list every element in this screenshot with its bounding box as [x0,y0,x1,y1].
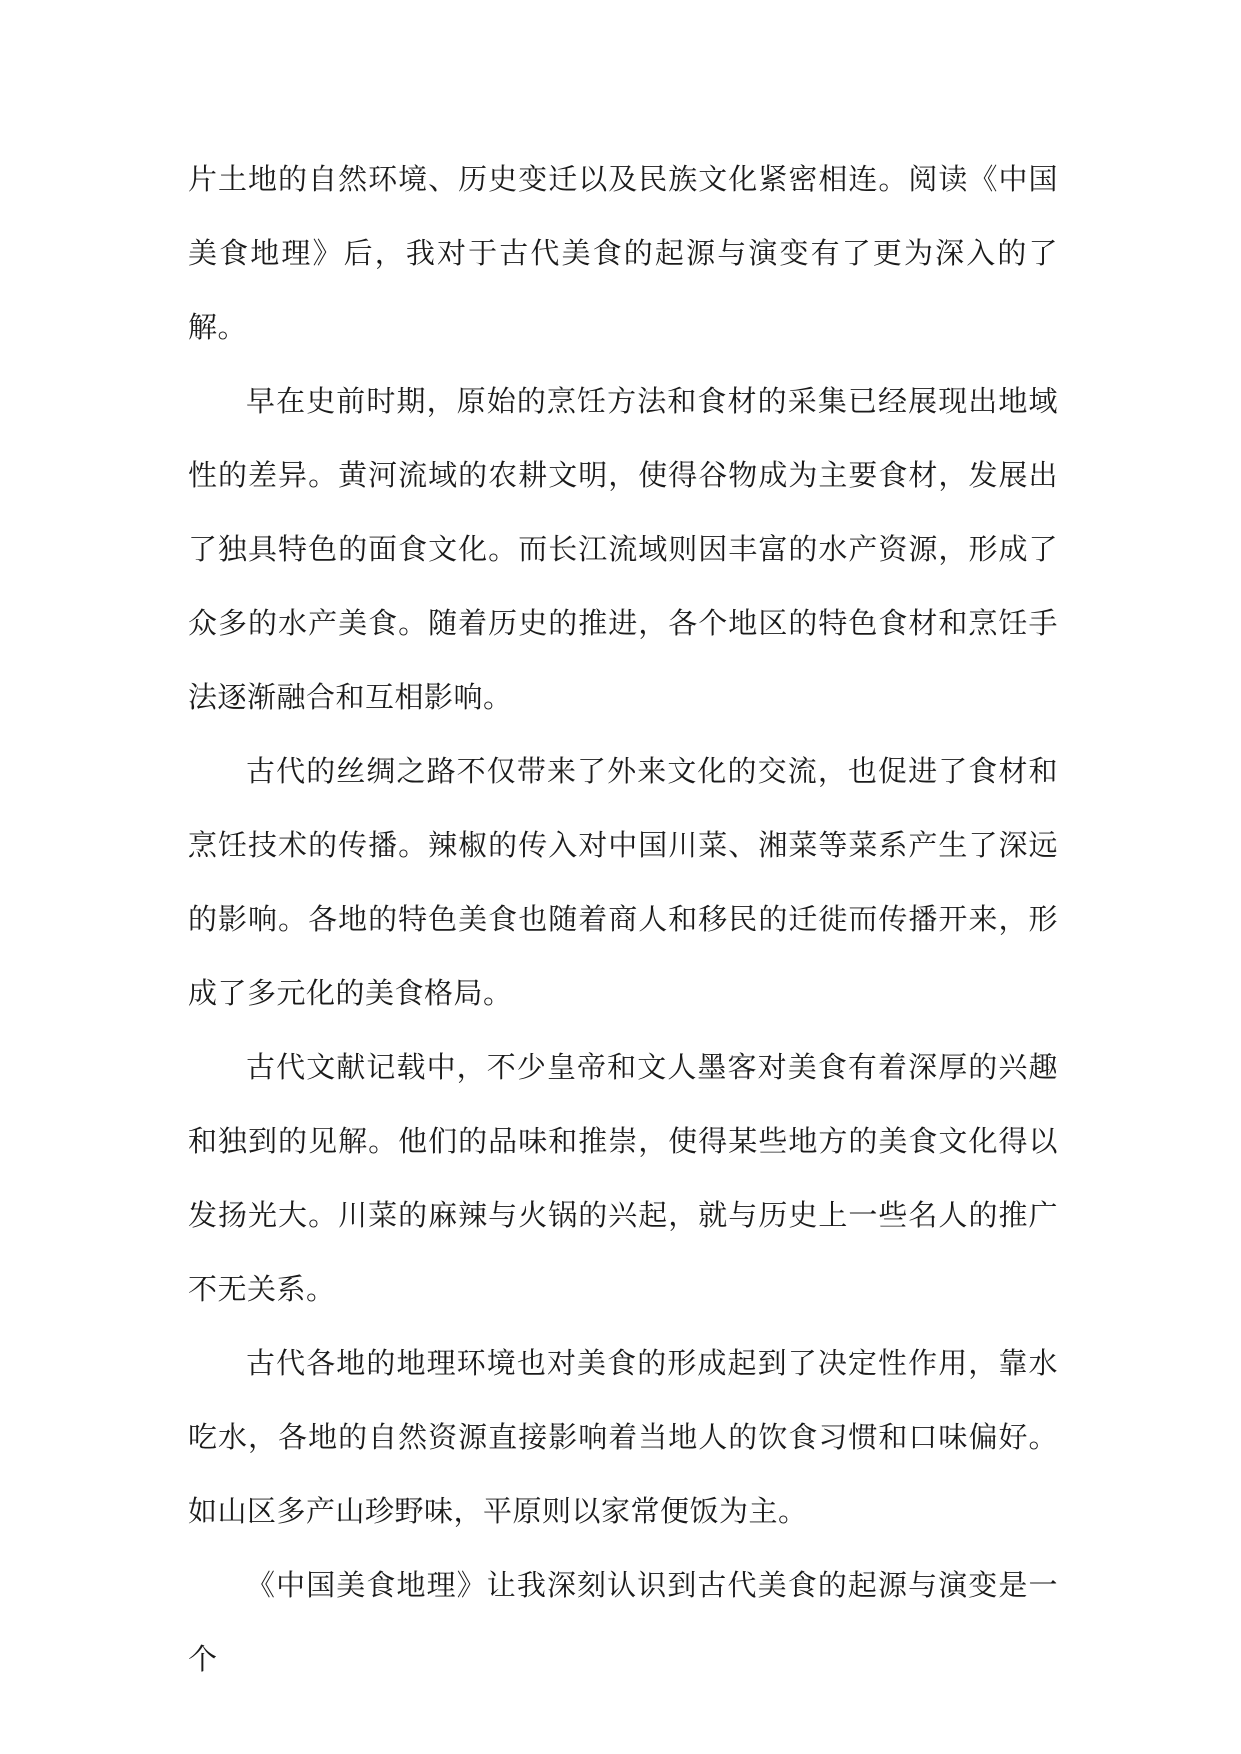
paragraph-conclusion-start: 《中国美食地理》让我深刻认识到古代美食的起源与演变是一个 [188,1568,1058,1676]
paragraph-historical-records: 古代文献记载中，不少皇帝和文人墨客对美食有着深厚的兴趣和独到的见解。他们的品味和推崇，使得某些地方的美食文化得以发扬光大。川菜的麻辣与火锅的兴起，就与历史上一些名人的推广不无关系。 [188,1050,1058,1306]
paragraph-geography: 古代各地的地理环境也对美食的形成起到了决定性作用，靠水吃水，各地的自然资源直接影响着当地人的饮食习惯和口味偏好。如山区多产山珍野味，平原则以家常便饭为主。 [188,1346,1058,1528]
paragraph-silk-road: 古代的丝绸之路不仅带来了外来文化的交流，也促进了食材和烹饪技术的传播。辣椒的传入对中国川菜、湘菜等菜系产生了深远的影响。各地的特色美食也随着商人和移民的迁徙而传播开来，形成了多元化的美食格局。 [188,754,1058,1010]
document-body [188,142,1058,1696]
paragraph-continuation: 片土地的自然环境、历史变迁以及民族文化紧密相连。阅读《中国美食地理》后，我对于古代美食的起源与演变有了更为深入的了解。 [188,162,1058,344]
paragraph-prehistoric-origins: 早在史前时期，原始的烹饪方法和食材的采集已经展现出地域性的差异。黄河流域的农耕文明，使得谷物成为主要食材，发展出了独具特色的面食文化。而长江流域则因丰富的水产资源，形成了众多的水产美食。随着历史的推进，各个地区的特色食材和烹饪手法逐渐融合和互相影响。 [188,384,1058,714]
